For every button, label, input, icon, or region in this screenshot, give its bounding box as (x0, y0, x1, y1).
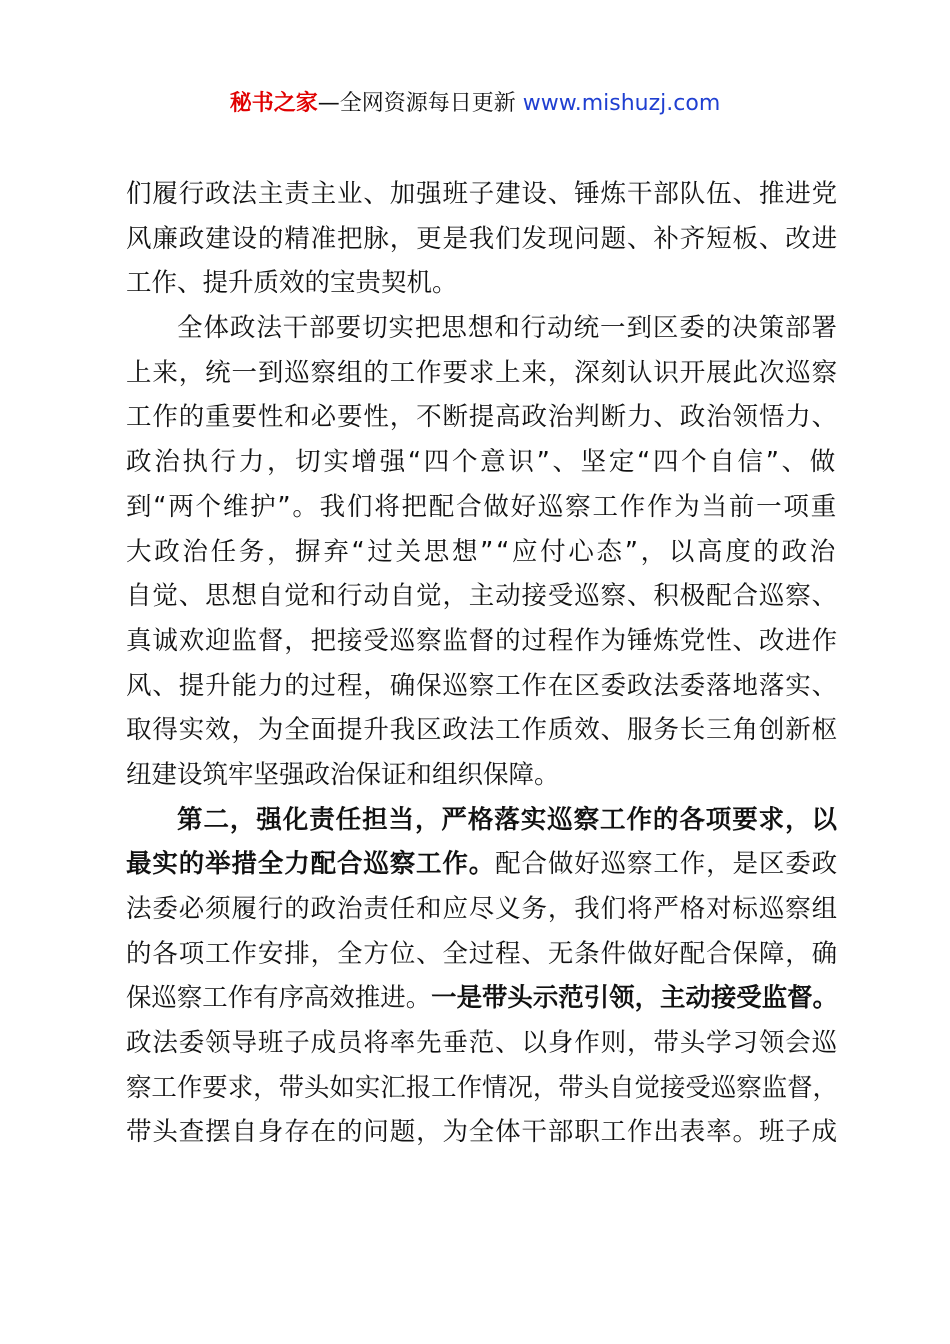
text-segment: 取得实效，为全面提升我区政法工作质效、服务长三角创新枢 (126, 715, 838, 746)
text-line (126, 798, 838, 843)
text-segment: 政法委领导班子成员将率先垂范、以身作则，带头学习领会巡 (126, 1028, 838, 1059)
text-line (126, 574, 838, 619)
text-line (126, 172, 838, 217)
site-url-link[interactable]: www.mishuzj.com (522, 91, 721, 116)
text-segment: 全体政法干部要切实把思想和行动统一到区委的决策部署 (177, 313, 838, 344)
text-segment: 保巡察工作有序高效推进。 (126, 983, 432, 1014)
bold-text-segment: 第二，强化责任担当，严格落实巡察工作的各项要求，以 (177, 804, 838, 835)
bold-text-segment: 一是带头示范引领，主动接受监督。 (431, 983, 838, 1014)
text-line (126, 708, 838, 753)
text-line (126, 217, 838, 262)
text-line (126, 887, 838, 932)
text-segment: 配合做好巡察工作，是区委政 (495, 849, 838, 880)
text-line (126, 932, 838, 977)
text-segment: 风、提升能力的过程，确保巡察工作在区委政法委落地落实、 (126, 670, 838, 701)
text-line (126, 664, 838, 709)
text-line (126, 842, 838, 887)
text-line (126, 261, 838, 306)
text-line (126, 1066, 838, 1111)
text-line (126, 976, 838, 1021)
site-header (0, 86, 950, 122)
text-segment: 带头查摆自身存在的问题，为全体干部职工作出表率。班子成 (126, 1117, 838, 1148)
bold-text-segment: 最实的举措全力配合巡察工作。 (126, 849, 496, 880)
text-segment: 到“两个维护”。我们将把配合做好巡察工作作为当前一项重 (126, 491, 838, 522)
text-line (126, 306, 838, 351)
text-segment: 法委必须履行的政治责任和应尽义务，我们将严格对标巡察组 (126, 894, 838, 924)
text-segment: 工作、提升质效的宝贵契机。 (126, 268, 458, 299)
document-body (126, 172, 838, 1155)
text-line (126, 351, 838, 396)
text-segment: 的各项工作安排，全方位、全过程、无条件做好配合保障，确 (126, 938, 838, 969)
text-line (126, 753, 838, 798)
text-segment: 真诚欢迎监督，把接受巡察监督的过程作为锤炼党性、改进作 (126, 625, 838, 656)
text-segment: 大政治任务，摒弃“过关思想”“应付心态”，以高度的政治 (126, 536, 838, 567)
text-line (126, 530, 838, 575)
text-line (126, 619, 838, 664)
text-segment: 政治执行力，切实增强“四个意识”、坚定“四个自信”、做 (126, 447, 838, 478)
text-line (126, 1021, 838, 1066)
text-segment: 上来，统一到巡察组的工作要求上来，深刻认识开展此次巡察 (126, 357, 838, 388)
text-segment: 工作的重要性和必要性，不断提高政治判断力、政治领悟力、 (126, 402, 838, 433)
text-line (126, 1110, 838, 1155)
text-segment: 察工作要求，带头如实汇报工作情况，带头自觉接受巡察监督， (126, 1072, 838, 1103)
text-line (126, 485, 838, 530)
text-line (126, 395, 838, 440)
text-segment: 纽建设筑牢坚强政治保证和组织保障。 (126, 759, 560, 790)
text-segment: 们履行政法主责主业、加强班子建设、锤炼干部队伍、推进党 (126, 179, 838, 209)
text-segment: 风廉政建设的精准把脉，更是我们发现问题、补齐短板、改进 (126, 223, 838, 254)
header-separator: — (317, 91, 340, 116)
header-tagline: 全网资源每日更新 (339, 91, 516, 116)
text-line (126, 440, 838, 485)
text-segment: 自觉、思想自觉和行动自觉，主动接受巡察、积极配合巡察、 (126, 581, 838, 612)
brand-name: 秘书之家 (229, 91, 318, 116)
